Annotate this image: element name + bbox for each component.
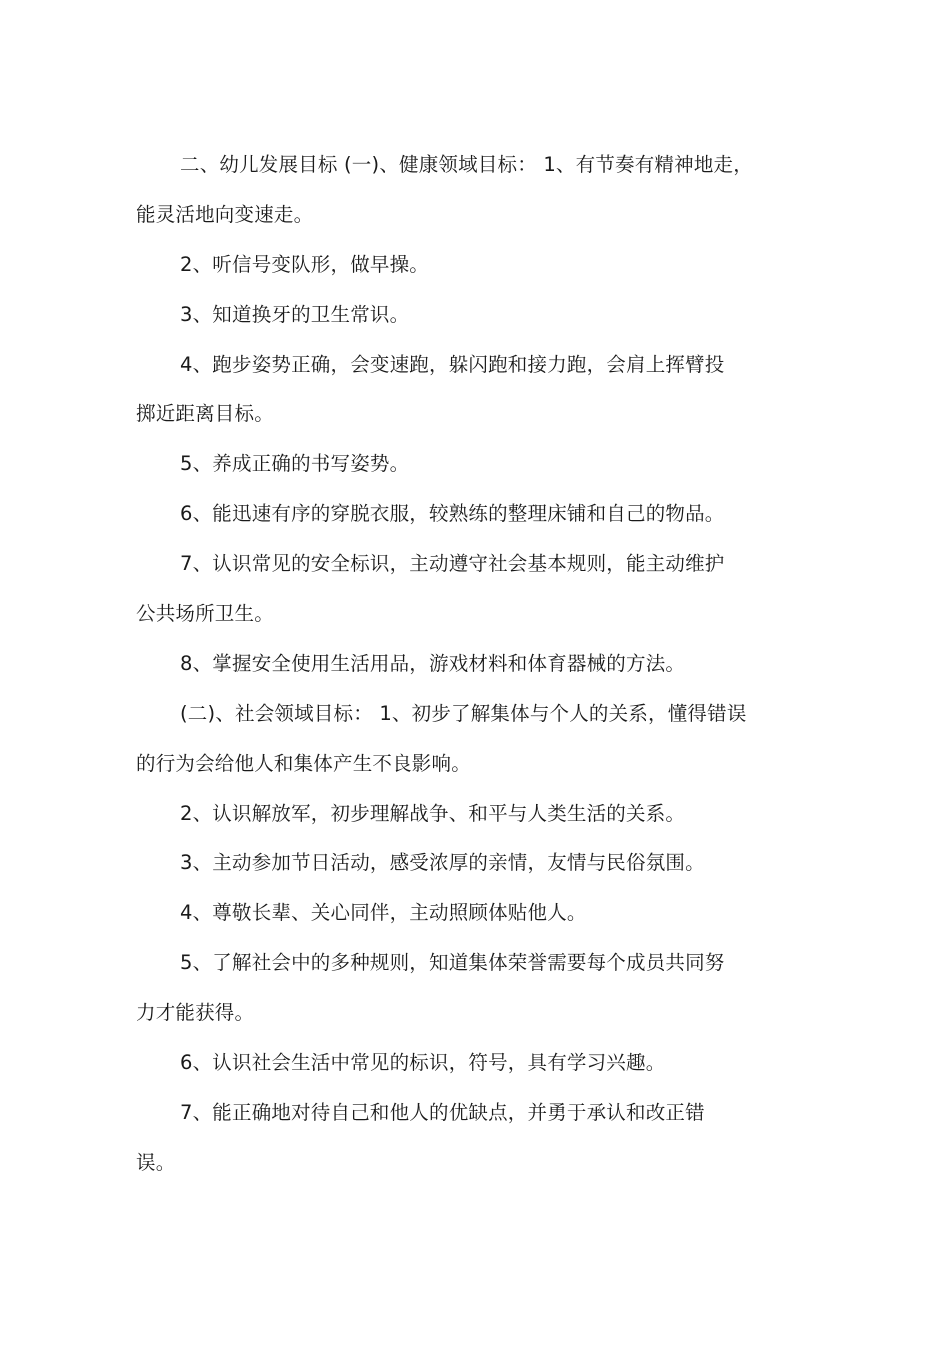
text-line: 6、认识社会生活中常见的标识，符号，具有学习兴趣。 <box>180 1051 666 1075</box>
text-line: 能灵活地向变速走。 <box>136 202 314 226</box>
text-line: 3、主动参加节日活动，感受浓厚的亲情，友情与民俗氛围。 <box>180 851 705 875</box>
text-line: 的行为会给他人和集体产生不良影响。 <box>136 751 471 775</box>
document-body <box>136 140 796 1188</box>
text-line: 公共场所卫生。 <box>136 602 274 626</box>
text-line: 4、尊敬长辈、关心同伴，主动照顾体贴他人。 <box>180 901 587 925</box>
text-line: 误。 <box>136 1150 176 1174</box>
text-line: 6、能迅速有序的穿脱衣服，较熟练的整理床铺和自己的物品。 <box>180 502 725 526</box>
text-line: 掷近距离目标。 <box>136 402 274 426</box>
text-line: 4、跑步姿势正确，会变速跑，躲闪跑和接力跑，会肩上挥臂投 <box>180 352 725 376</box>
text-line: 力才能获得。 <box>136 1001 255 1025</box>
text-line: 3、知道换牙的卫生常识。 <box>180 302 410 326</box>
text-line: 二、幼儿发展目标 (一)、健康领域目标： 1、有节奏有精神地走， <box>180 153 753 176</box>
text-line: 7、认识常见的安全标识，主动遵守社会基本规则，能主动维护 <box>180 552 725 576</box>
text-line: 5、养成正确的书写姿势。 <box>180 452 410 476</box>
text-line: 2、认识解放军，初步理解战争、和平与人类生活的关系。 <box>180 801 686 825</box>
text-line: (二)、社会领域目标： 1、初步了解集体与个人的关系，懂得错误 <box>180 701 747 725</box>
text-line: 2、听信号变队形，做早操。 <box>180 252 430 276</box>
text-line: 8、掌握安全使用生活用品，游戏材料和体育器械的方法。 <box>180 651 686 675</box>
text-line: 5、了解社会中的多种规则，知道集体荣誉需要每个成员共同努 <box>180 951 725 975</box>
text-line: 7、能正确地对待自己和他人的优缺点，并勇于承认和改正错 <box>180 1100 705 1124</box>
